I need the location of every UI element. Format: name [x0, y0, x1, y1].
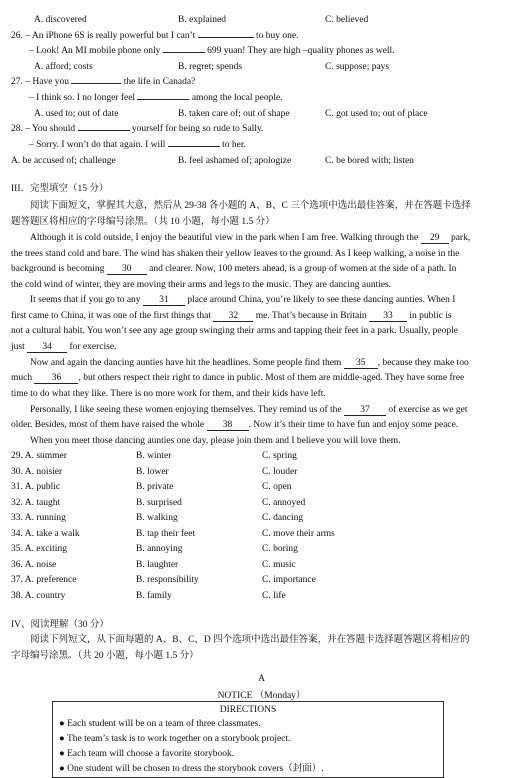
option-c: C. importance [262, 575, 316, 585]
q25-option-b: B. explained [178, 15, 227, 25]
passage-line-14: When you meet those dancing aunties one day, please join them and I believe you will love them. [30, 436, 401, 446]
option-c: C. annoyed [262, 498, 306, 508]
option-c: C. louder [262, 467, 298, 477]
passage-line-3: background is becoming 30 and clearer. Now, 100 meters ahead, is a group of women at the side of a path. In [11, 264, 457, 274]
blank-29: 29 [421, 233, 449, 244]
directions-title: DIRECTIONS [219, 705, 277, 715]
option-a: 31. A. public [11, 482, 61, 492]
option-a: 38. A. country [11, 591, 66, 601]
option-a: 32. A. taught [11, 498, 61, 508]
option-a: 33. A. running [11, 513, 66, 523]
blank-35: 35 [344, 358, 378, 369]
blank [137, 99, 189, 100]
option-c: C. music [262, 560, 296, 570]
passage-line-1: Although it is cold outside, I enjoy the beautiful view in the park when I am free. Walking through the 29 park, [30, 233, 471, 243]
q25-option-c: C. believed [325, 15, 369, 25]
q26-option-c: C. suppose; pays [325, 62, 390, 72]
passage-line-8: just 34 for exercise. [11, 342, 117, 352]
q28-line2: – Sorry. I won’t do that again. I will to her. [29, 140, 246, 150]
bullet-item: ● Each student will be on a team of three classmates. [59, 719, 261, 729]
option-b: B. lower [136, 467, 169, 477]
blank [163, 52, 205, 53]
passage-line-9: Now and again the dancing aunties have hit the headlines. Some people find them 35 , because they make too [30, 358, 469, 368]
blank-32: 32 [213, 311, 253, 322]
option-c: C. move their arms [262, 529, 335, 539]
bullet-item: ● One student will be chosen to dress the storybook covers（封面）. [59, 764, 324, 774]
passage-line-13: older. Besides, most of them have raised the whole 38 . Now it’s their time to have fun and enjoy some peace. [11, 420, 459, 430]
q26-line2: – Look! An MI mobile phone only 699 yuan! They are high –quality phones as well. [29, 46, 395, 56]
blank-30: 30 [107, 264, 147, 275]
q27-option-b: B. taken care of; out of shape [178, 109, 290, 119]
option-b: B. annoying [136, 544, 183, 554]
passage-line-7: not a cultural habit. You won’t see any age group swinging their arms and tapping their feet in a park. Usually, people [11, 326, 458, 336]
passage-line-5: It seems that if you go to any 31 place around China, you’re likely to see these dancing aunties. When I [30, 295, 456, 305]
passage-line-2: the trees stand cold and bare. The wind has shaken their yellow leaves to the ground. As I keep walking, a noise in the [11, 249, 460, 259]
option-c: C. life [262, 591, 286, 601]
section4-heading: IV、阅读理解（30 分） [11, 620, 109, 630]
q26-option-b: B. regret; spends [178, 62, 243, 72]
option-b: B. family [136, 591, 172, 601]
section4-instruction-2: 字母编号涂黑。（共 20 小题，每小题 1.5 分） [11, 651, 199, 661]
section4-instruction-1: 阅读下列短文，从下面每题的 A、B、C、D 四个选项中选出最佳答案，并在答题卡选择题答题区将相应的 [30, 635, 470, 645]
option-c: C. boring [262, 544, 298, 554]
blank [168, 146, 220, 147]
q27-line2: – I think so. I no longer feel among the local people. [29, 93, 283, 103]
bullet-item: ● Each team will choose a favorite storybook. [59, 749, 235, 759]
blank-38: 38 [207, 420, 249, 431]
passage-line-11: time to do what they like. There is no more work for them, and their kids have left. [11, 389, 326, 399]
blank [78, 130, 130, 131]
option-a: 36. A. noise [11, 560, 57, 570]
q26-line1: 26. – An iPhone 6S is really powerful but I can’t to buy one. [11, 31, 299, 41]
option-b: B. walking [136, 513, 178, 523]
section3-instruction-1: 阅读下面短文，掌握其大意，然后从 29-38 各小题的 A、B、C 三个选项中选出最佳答案，并在答题卡选择 [30, 201, 471, 211]
q27-line1: 27. – Have you the life in Canada? [11, 77, 196, 87]
option-a: 29. A. summer [11, 451, 67, 461]
bullet-item: ● The team’s task is to work together on a storybook project. [59, 734, 291, 744]
option-b: B. winter [136, 451, 172, 461]
blank-34: 34 [27, 342, 67, 353]
q25-option-a: A. discovered [34, 15, 87, 25]
option-a: 34. A. take a walk [11, 529, 80, 539]
q28-line1: 28. – You should yourself for being so rude to Sally. [11, 124, 264, 134]
option-a: 35. A. exciting [11, 544, 67, 554]
section3-heading: III．完型填空（15 分） [11, 184, 109, 194]
option-c: C. spring [262, 451, 297, 461]
notice-title: NOTICE （Monday） [217, 691, 306, 701]
blank-33: 33 [369, 311, 407, 322]
passage-line-10: much 36 , but others respect their right to dance in public. Most of them are middle-aged. They have some free [11, 373, 465, 383]
q26-option-a: A. afford; costs [34, 62, 93, 72]
directions-box [52, 701, 444, 778]
q28-option-b: B. feel ashamed of; apologize [178, 156, 292, 166]
passage-letter: A [258, 674, 265, 684]
q27-option-a: A. used to; out of date [34, 109, 119, 119]
section3-instruction-2: 题答题区将相应的字母编号涂黑。（共 10 小题，每小题 1.5 分） [11, 217, 275, 227]
option-c: C. dancing [262, 513, 304, 523]
passage-line-6: first came to China, it was one of the first things that 32 me. That’s because in Britain 33 in public is [11, 311, 452, 321]
option-b: B. laughter [136, 560, 179, 570]
option-c: C. open [262, 482, 292, 492]
passage-line-12: Personally, I like seeing these women enjoying themselves. They remind us of the 37 of exercise as we get [30, 405, 468, 415]
q27-option-c: C. got used to; out of place [325, 109, 428, 119]
option-b: B. responsibility [136, 575, 199, 585]
option-b: B. private [136, 482, 174, 492]
blank [198, 37, 254, 38]
option-a: 30. A. noisier [11, 467, 63, 477]
q28-option-c: C. be bored with; listen [325, 156, 414, 166]
option-a: 37. A. preference [11, 575, 77, 585]
blank-37: 37 [344, 405, 386, 416]
q28-option-a: A. be accused of; challenge [11, 156, 116, 166]
option-b: B. tap their feet [136, 529, 196, 539]
option-b: B. surprised [136, 498, 182, 508]
blank [71, 83, 121, 84]
passage-line-4: the cold wind of winter, they are moving their arms and legs to the music. They are dancing aunties. [11, 280, 392, 290]
blank-31: 31 [143, 295, 185, 306]
blank-36: 36 [34, 373, 78, 384]
